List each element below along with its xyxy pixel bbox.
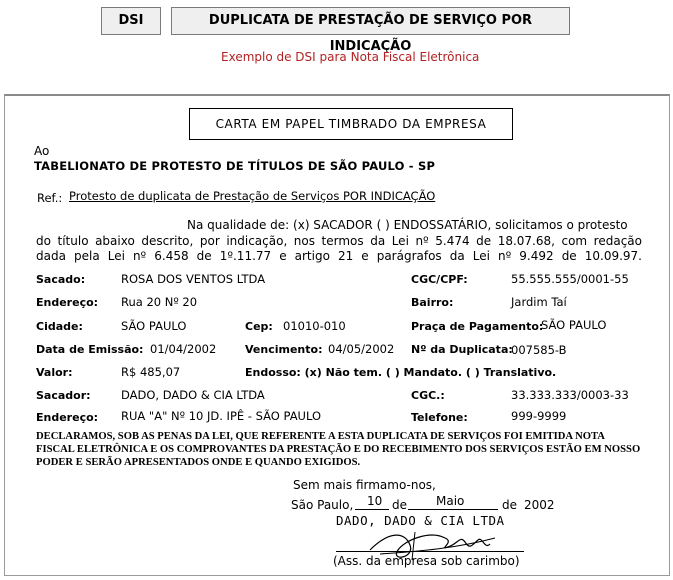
closing-month: Maio [436,494,465,508]
sacado-value: ROSA DOS VENTOS LTDA [121,272,266,286]
subtitle: Exemplo de DSI para Nota Fiscal Eletrônica [221,50,480,64]
cgc-value: 33.333.333/0003-33 [511,388,629,402]
closing-text: Sem mais firmamo-nos, [293,478,436,492]
cgc-cpf-label: CGC/CPF: [411,273,468,286]
recipient: TABELIONATO DE PROTESTO DE TÍTULOS DE SÃO PAULO - SP [34,159,436,173]
sacado-label: Sacado: [36,273,86,286]
signature-line [336,551,524,552]
endosso-text: Endosso: (x) Não tem. ( ) Mandato. ( ) Translativo. [245,366,557,379]
document-title: DUPLICATA DE PRESTAÇÃO DE SERVIÇO POR INDICAÇÃO [208,13,533,54]
cep-value: 01010-010 [283,319,346,333]
letterhead-text: CARTA EM PAPEL TIMBRADO DA EMPRESA [215,117,487,131]
bairro-label: Bairro: [411,296,454,309]
declaration-text: DECLARAMOS, SOB AS PENAS DA LEI, QUE REFERENTE A ESTA DUPLICATA DE SERVIÇOS FOI EMITIDA NOTA FISCAL ELETRÔNICA E OS COMPROVANTES DA PRESTAÇÃO E DO RECEBIMENTO DOS SERVIÇOS ESTÃO EM NOSSO PODER E SERÃO APRESENTADOS ONDE E QUANDO EXIGIDOS. [36,431,641,468]
emissao-value: 01/04/2002 [150,342,217,356]
cidade-value: SÃO PAULO [121,319,187,333]
paragraph-line-1: Na qualidade de: (x) SACADOR ( ) ENDOSSATÁRIO, solicitamos o protesto [187,218,628,232]
valor-value: R$ 485,07 [121,365,181,379]
bairro-value: Jardim Taí [511,295,567,309]
endereco-label: Endereço: [36,296,99,309]
praca-label: Praça de Pagamento: [411,320,544,333]
ref-text: Protesto de duplicata de Prestação de Serviços POR INDICAÇÃO [69,189,436,203]
letterhead-box [189,108,513,140]
num-duplicata-value: 007585-B [511,343,567,357]
endereco2-label: Endereço: [36,411,99,424]
num-duplicata-label: Nº da Duplicata: [411,343,513,356]
closing-de-1: de [392,498,407,512]
endereco-value: Rua 20 Nº 20 [121,295,198,309]
closing-city: São Paulo, [291,498,354,512]
to-label: Ao [34,144,50,158]
sacador-value: DADO, DADO & CIA LTDA [121,388,265,402]
closing-day: 10 [367,494,383,508]
document-title-box [171,7,570,54]
cgc-cpf-value: 55.555.555/0001-55 [511,272,629,286]
valor-label: Valor: [36,366,73,379]
endereco2-value: RUA "A" Nº 10 JD. IPÊ - SÃO PAULO [121,409,322,423]
cep-label: Cep: [245,320,273,333]
company-name: DADO, DADO & CIA LTDA [336,513,505,528]
praca-value: SÃO PAULO [541,318,607,332]
emissao-label: Data de Emissão: [36,343,144,356]
dsi-code: DSI [118,13,144,28]
telefone-label: Telefone: [411,411,468,424]
signature-caption: (Ass. da empresa sob carimbo) [333,554,520,568]
vencimento-value: 04/05/2002 [328,342,395,356]
paragraph-line-2: do título abaixo descrito, por indicação, nos termos da Lei nº 5.474 de 18.07.68, com redação [36,234,642,248]
cidade-label: Cidade: [36,320,83,333]
closing-year: 2002 [524,498,555,512]
cgc-label: CGC.: [411,389,445,402]
telefone-value: 999-9999 [511,409,567,423]
ref-label: Ref.: [37,191,63,205]
closing-de-2: de [502,498,517,512]
sacador-label: Sacador: [36,389,91,402]
dsi-code-box [101,7,161,35]
vencimento-label: Vencimento: [245,343,323,356]
paragraph-line-3: dada pela Lei nº 6.458 de 1º.11.77 e artigo 21 e parágrafos da Lei nº 9.492 de 10.09.97. [36,249,642,263]
